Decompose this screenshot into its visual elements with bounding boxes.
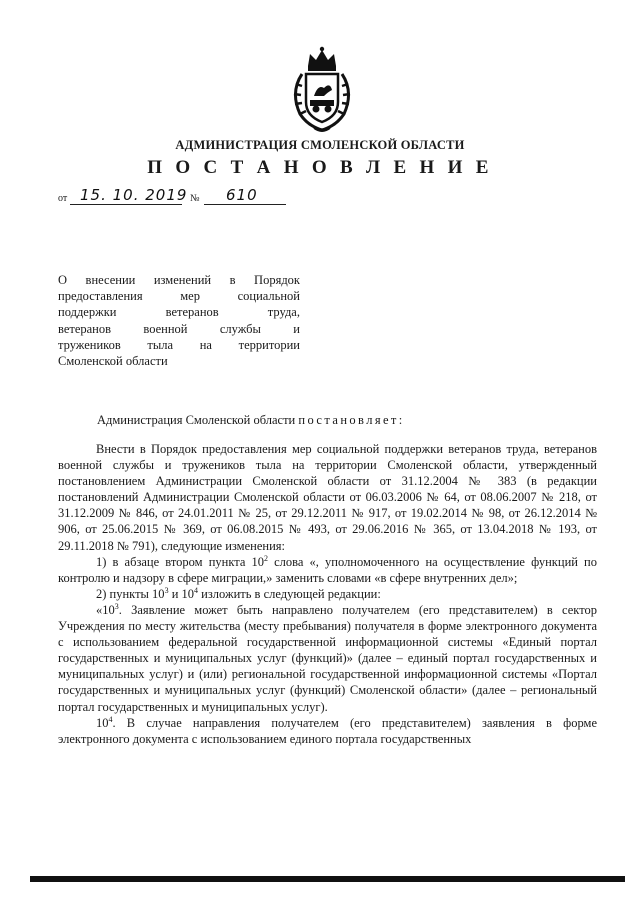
number-prefix: №	[190, 193, 200, 204]
preamble-lead: Администрация Смоленской области	[97, 413, 299, 427]
organization-title: АДМИНИСТРАЦИЯ СМОЛЕНСКОЙ ОБЛАСТИ	[175, 138, 465, 152]
text-run: 10	[96, 715, 109, 730]
preamble	[97, 413, 405, 428]
text-run: 2) пункты 10	[96, 586, 165, 601]
document-type-title: П О С Т А Н О В Л Е Н И Е	[147, 157, 493, 178]
text-run: 1) в абзаце втором пункта 10	[96, 554, 265, 569]
superscript: 4	[194, 585, 199, 595]
date-underline	[70, 204, 182, 205]
date-number-line	[58, 186, 298, 208]
subject-line: ветеранов военной службы и	[58, 321, 300, 336]
paragraph-item-1	[58, 554, 597, 586]
paragraph-item-2	[58, 586, 597, 602]
paragraph-point-10-3	[58, 602, 597, 715]
superscript: 3	[114, 601, 119, 611]
superscript: 2	[264, 553, 269, 563]
text-run: . В случае направления получателем (его представителем) заявления в форме электронного документа с использованием единого портала государственных	[58, 715, 597, 746]
paragraph-point-10-4	[58, 715, 597, 747]
text-run: и 10	[168, 586, 195, 601]
superscript: 3	[164, 585, 169, 595]
subject-line: Смоленской области	[58, 353, 168, 368]
scan-bottom-edge	[30, 876, 625, 882]
paragraph-intro: Внести в Порядок предоставления мер социальной поддержки ветеранов труда, ветеранов военной службы и тружеников тыла на территории Смоленской области, утвержденный постановлением Администрации Смоленской области от 31.12.2004 № 383 (в редакции постановлений Администрации Смоленской области от 06.03.2006 № 64, от 08.06.2007 № 218, от 31.12.2009 № 846, от 24.01.2011 № 25, от 29.12.2011 № 917, от 19.02.2014 № 98, от 26.12.2014 № 906, от 25.06.2015 № 369, от 06.08.2015 № 493, от 29.06.2016 № 365, от 13.04.2018 № 193, от 29.11.2018 № 791), следующие изменения:	[58, 442, 597, 553]
text-run: «10	[96, 602, 115, 617]
smolensk-coat-of-arms-icon	[284, 44, 360, 134]
document-body	[58, 441, 597, 747]
text-run: слова «, уполномоченного на осуществление функций по контролю и надзору в сфере миграции,» заменить словами «в сфере внутренних дел»;	[58, 554, 597, 585]
subject-line: предоставления мер социальной	[58, 289, 300, 304]
date-value: 15. 10. 2019	[80, 186, 188, 204]
preamble-resolves: постановляет:	[298, 413, 405, 427]
document-subject	[58, 272, 300, 369]
subject-line: поддержки ветеранов труда,	[58, 305, 300, 320]
subject-line: О внесении изменений в Порядок	[58, 273, 300, 287]
text-run: . Заявление может быть направлено получателем (его представителем) в сектор Учреждения по месту жительства (месту пребывания) получателя в форме электронного документа с использованием федеральной государственной информационной системы «Единый портал государственных и муниципальных услуг (функций)» (далее – единый портал государственных и муниципальных услуг) и (или) региональной государственной информационной системы «Портал государственных и муниципальных услуг (функций) Смоленской области» (далее – региональный портал государственных и муниципальных услуг).	[58, 602, 597, 714]
subject-line: тружеников тыла на территории	[58, 337, 300, 352]
number-value: 610	[226, 186, 258, 204]
superscript: 4	[108, 714, 113, 724]
number-underline	[204, 204, 286, 205]
date-prefix: от	[58, 193, 68, 204]
text-run: изложить в следующей редакции:	[198, 586, 381, 601]
